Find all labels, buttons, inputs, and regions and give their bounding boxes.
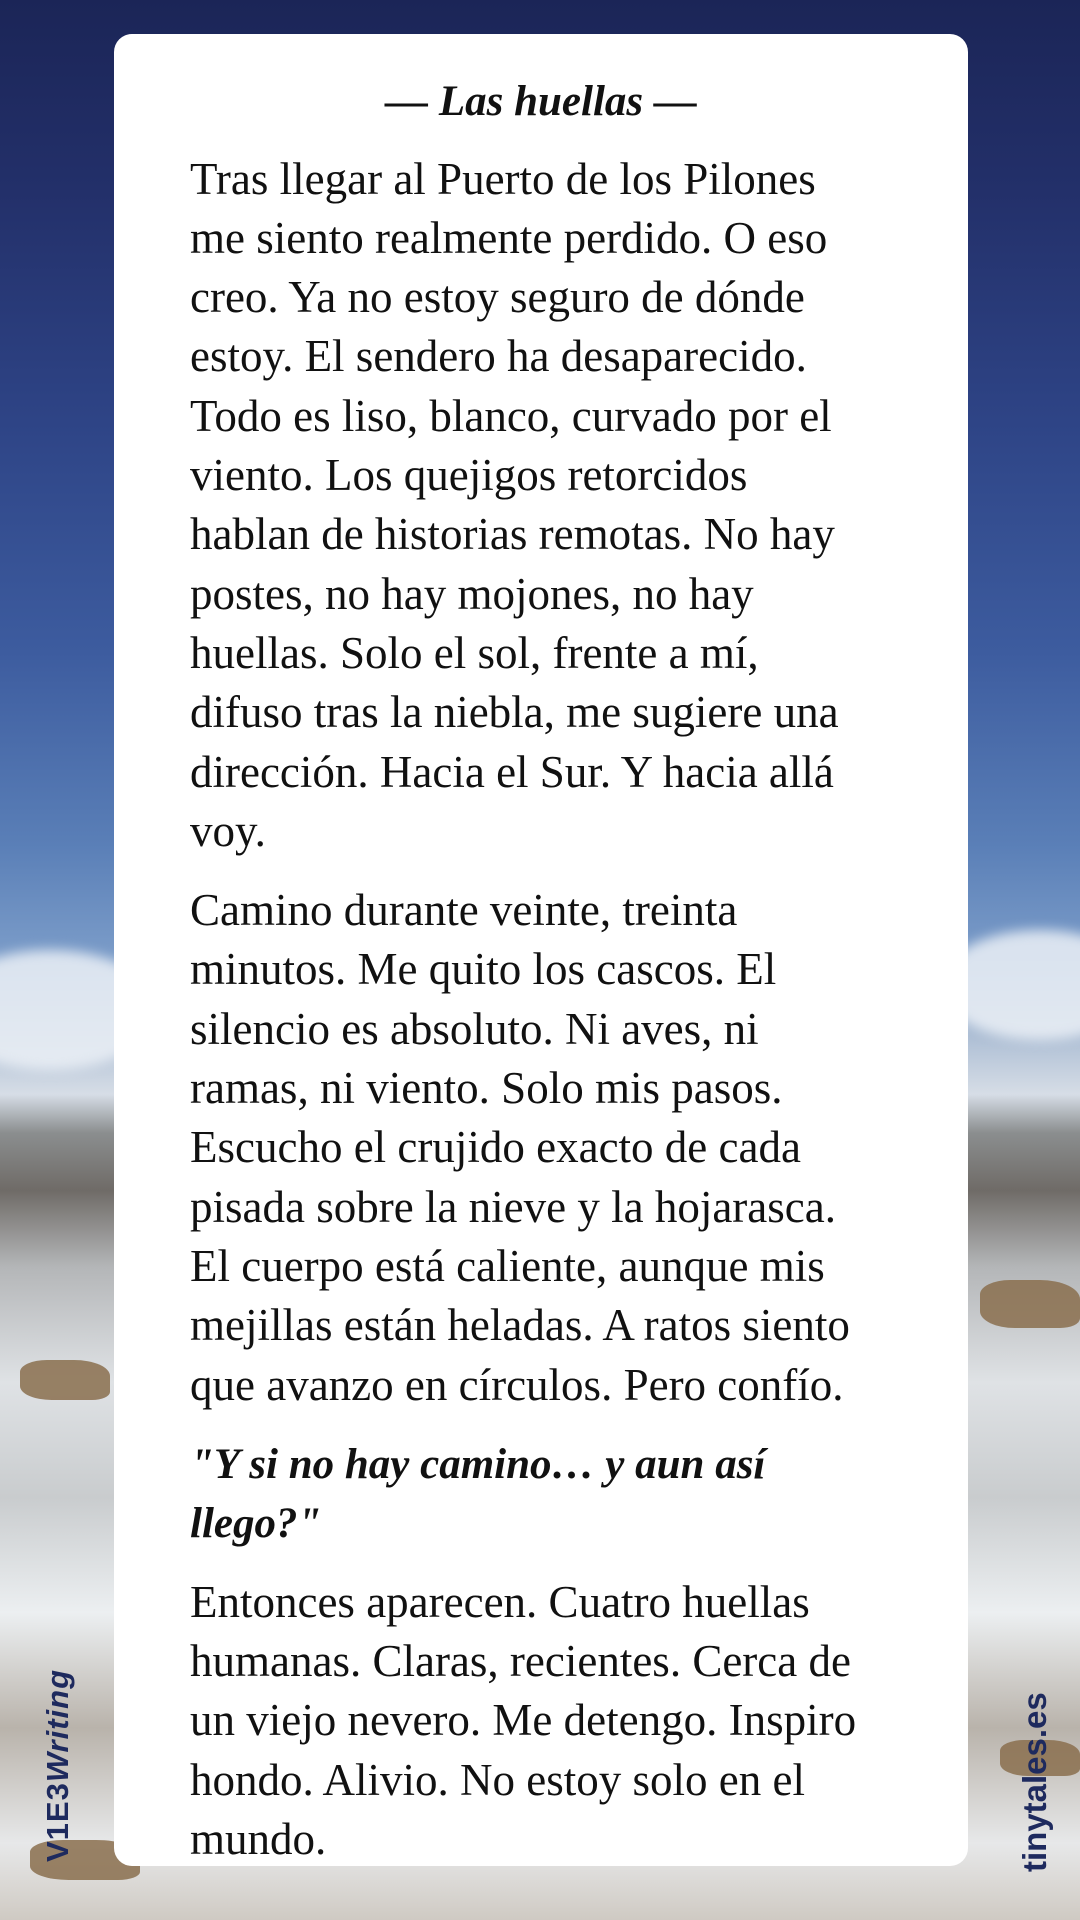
- story-paragraph-3: Entonces aparecen. Cuatro huellas humanas. Claras, recientes. Cerca de un viejo nevero. Me detengo. Inspiro hondo. Alivio. No estoy solo en el mundo.: [190, 1576, 857, 1865]
- story-title: — Las huellas —: [385, 78, 697, 125]
- story-paragraph-2: Camino durante veinte, treinta minutos. Me quito los cascos. El silencio es absoluto. Ni aves, ni ramas, ni viento. Solo mis pasos. Escucho el crujido exacto de cada pisada sobre la nieve y la hojarasca. El cuerpo está caliente, aunque mis mejillas están heladas. A ratos siento que avanzo en círculos. Pero confío.: [190, 885, 850, 1410]
- writing-watermark: [40, 1669, 76, 1862]
- story-card: [114, 34, 968, 1866]
- writing-watermark-suffix: Writing: [40, 1668, 75, 1783]
- story-paragraph-1: Tras llegar al Puerto de los Pilones me siento realmente perdido. O eso creo. Ya no estoy seguro de dónde estoy. El sendero ha desaparecido. Todo es liso, blanco, curvado por el viento. Los quejigos retorcidos hablan de historias remotas. No hay postes, no hay mojones, no hay huellas. Solo el sol, frente a mí, difuso tras la niebla, me sugiere una dirección. Hacia el Sur. Y hacia allá voy.: [190, 153, 839, 856]
- site-watermark: tinytales.es: [1016, 1692, 1053, 1872]
- story-quote: "Y si no hay camino… y aun así llego?": [190, 1440, 766, 1547]
- rock: [20, 1360, 110, 1400]
- rock: [980, 1280, 1080, 1328]
- writing-watermark-brand: V1E3: [40, 1782, 75, 1862]
